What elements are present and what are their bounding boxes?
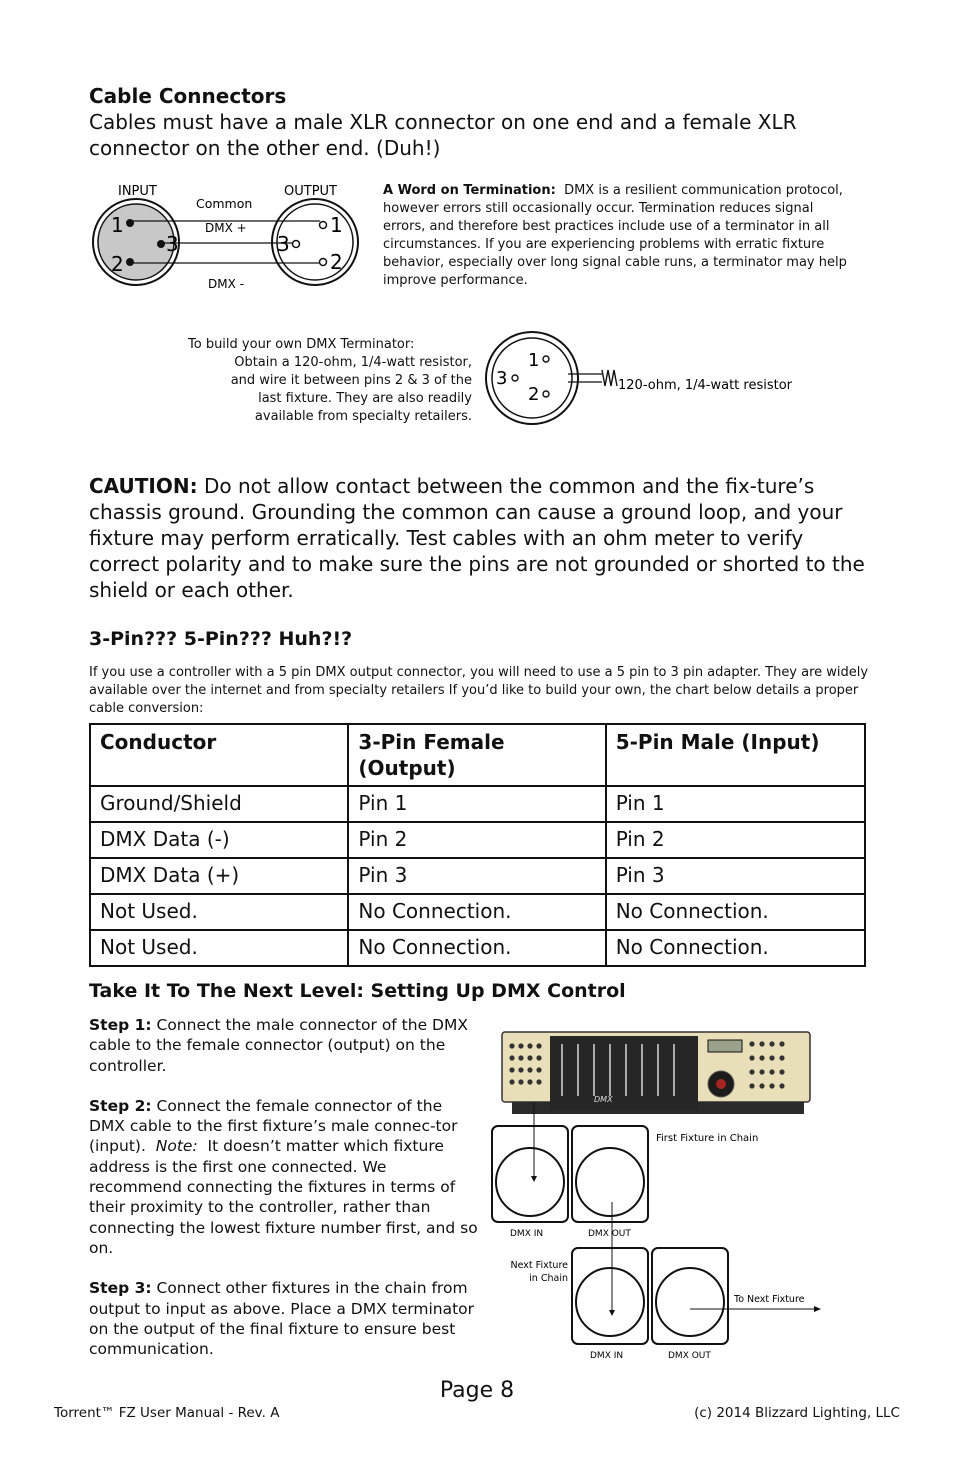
first-fixture-label: First Fixture in Chain bbox=[656, 1133, 759, 1144]
table-cell: Pin 2 bbox=[606, 822, 865, 858]
table-header-row bbox=[90, 724, 865, 786]
terminator-line: available from specialty retailers. bbox=[254, 409, 472, 424]
table-cell: Pin 3 bbox=[606, 858, 865, 894]
step-2 bbox=[89, 1096, 479, 1258]
step-label: Step 1: bbox=[89, 1016, 152, 1034]
terminator-pin-3: 3 bbox=[496, 368, 508, 389]
table-cell: Pin 3 bbox=[348, 858, 605, 894]
table-cell: DMX Data (-) bbox=[90, 822, 348, 858]
next-dmx-in-label: DMX IN bbox=[590, 1351, 624, 1360]
table-header-cell: 5-Pin Male (Input) bbox=[606, 724, 865, 786]
termination-title: A Word on Termination: bbox=[383, 183, 556, 198]
caution-text: Do not allow contact between the common and the fix-ture’s chassis ground. Grounding the common can cause a ground loop, and your fixture may perform erratically. Test cables with an ohm meter to verify correct polarity and to make sure the pins are not grounded or shorted to the shield or each other. bbox=[89, 474, 865, 602]
input-label: INPUT bbox=[118, 184, 157, 199]
termination-text: DMX is a resilient communication protocol, however errors still occasionally occur. Termination reduces signal errors, and therefore best practices include use of a terminator in all circumstances. If you are experiencing problems with erratic fixture behavior, especially over long signal cable runs, a terminator may help improve performance. bbox=[383, 183, 847, 288]
table-cell: No Connection. bbox=[606, 894, 865, 930]
resistor-label: 120-ohm, 1/4-watt resistor bbox=[618, 378, 793, 393]
dmx-plus-label: DMX + bbox=[205, 221, 247, 235]
caution-label: CAUTION: bbox=[89, 474, 198, 498]
terminator-line: and wire it between pins 2 & 3 of the bbox=[230, 373, 472, 388]
setup-steps bbox=[89, 1015, 479, 1379]
terminator-title: To build your own DMX Terminator: bbox=[188, 337, 415, 352]
table-row bbox=[90, 858, 865, 894]
table-header-cell: 3-Pin Female (Output) bbox=[348, 724, 605, 786]
next-fixture-label: Next Fixture bbox=[510, 1260, 568, 1271]
first-dmx-in-label: DMX IN bbox=[510, 1229, 544, 1239]
step-text: It doesn’t matter which fixture address is the first one connected. We recommend connecting the fixtures in terms of their proximity to the controller, rather than connecting the lowest fixture number first, and so on. bbox=[89, 1137, 478, 1257]
dmx-minus-label: DMX - bbox=[208, 277, 244, 291]
step-label: Step 2: bbox=[89, 1096, 152, 1115]
output-pin-2: 2 bbox=[330, 250, 343, 274]
output-label: OUTPUT bbox=[284, 184, 337, 199]
step-1 bbox=[89, 1015, 479, 1076]
cable-connectors-text: Cables must have a male XLR connector on one end and a female XLR connector on the other end. (Duh!) bbox=[89, 110, 797, 160]
output-pin-3: 3 bbox=[277, 232, 290, 256]
input-pin-1: 1 bbox=[111, 213, 124, 237]
xlr-wiring-diagram bbox=[88, 178, 378, 298]
terminator-line: Obtain a 120-ohm, 1/4-watt resistor, bbox=[234, 355, 472, 370]
to-next-fixture-label: To Next Fixture bbox=[734, 1294, 805, 1305]
table-row bbox=[90, 930, 865, 966]
footer-copyright: (c) 2014 Blizzard Lighting, LLC bbox=[694, 1405, 900, 1421]
table-cell: No Connection. bbox=[348, 894, 605, 930]
input-pin-2: 2 bbox=[111, 252, 124, 276]
step-note: Note: bbox=[155, 1137, 198, 1156]
step-label: Step 3: bbox=[89, 1279, 152, 1298]
next-level-heading: Take It To The Next Level: Setting Up DMX Control bbox=[89, 980, 626, 1002]
cable-connectors-heading: Cable Connectors bbox=[89, 84, 287, 108]
table-header-cell: Conductor bbox=[90, 724, 348, 786]
pin-section-heading: 3-Pin??? 5-Pin??? Huh?!? bbox=[89, 628, 353, 650]
terminator-pin-1: 1 bbox=[528, 350, 540, 371]
table-row bbox=[90, 822, 865, 858]
step-3 bbox=[89, 1278, 479, 1359]
step-text: Connect other fixtures in the chain from output to input as above. Place a DMX terminator on the output of the final fixture to ensure best communication. bbox=[89, 1279, 475, 1359]
table-cell: No Connection. bbox=[606, 930, 865, 966]
next-fixture-label: in Chain bbox=[529, 1273, 568, 1284]
table-cell: Not Used. bbox=[90, 894, 348, 930]
common-label: Common bbox=[196, 196, 253, 211]
terminator-pin-2: 2 bbox=[528, 384, 540, 405]
table-cell: No Connection. bbox=[348, 930, 605, 966]
input-pin-3: 3 bbox=[166, 232, 179, 256]
dmx-chain-diagram bbox=[488, 1030, 848, 1360]
output-pin-1: 1 bbox=[330, 213, 343, 237]
table-cell: Not Used. bbox=[90, 930, 348, 966]
terminator-line: last fixture. They are also readily bbox=[258, 391, 472, 406]
terminator-instructions bbox=[182, 336, 472, 426]
table-row bbox=[90, 894, 865, 930]
step-text: Connect the male connector of the DMX cable to the female connector (output) on the controller. bbox=[89, 1016, 468, 1075]
table-cell: Ground/Shield bbox=[90, 786, 348, 822]
cable-conversion-table bbox=[89, 723, 866, 967]
next-dmx-out-label: DMX OUT bbox=[668, 1351, 711, 1360]
table-row bbox=[90, 786, 865, 822]
first-dmx-out-label: DMX OUT bbox=[588, 1229, 631, 1239]
table-cell: Pin 1 bbox=[348, 786, 605, 822]
table-cell: Pin 1 bbox=[606, 786, 865, 822]
caution-paragraph bbox=[89, 473, 879, 603]
page-number: Page 8 bbox=[439, 1378, 515, 1403]
termination-note bbox=[383, 182, 853, 290]
terminator-diagram bbox=[484, 328, 824, 428]
footer-manual-title: Torrent™ FZ User Manual - Rev. A bbox=[54, 1405, 280, 1421]
step-text: Connect the female connector of the DMX cable to the first fixture’s male connec-tor (input). bbox=[89, 1096, 458, 1156]
controller-label: DMX bbox=[594, 1095, 613, 1104]
pin-section-text: If you use a controller with a 5 pin DMX output connector, you will need to use a 5 pin to 3 pin adapter. They are widely available over the internet and from specialty retailers If you’d like to build your own, the chart below details a proper cable conversion: bbox=[89, 665, 869, 716]
table-cell: DMX Data (+) bbox=[90, 858, 348, 894]
table-cell: Pin 2 bbox=[348, 822, 605, 858]
